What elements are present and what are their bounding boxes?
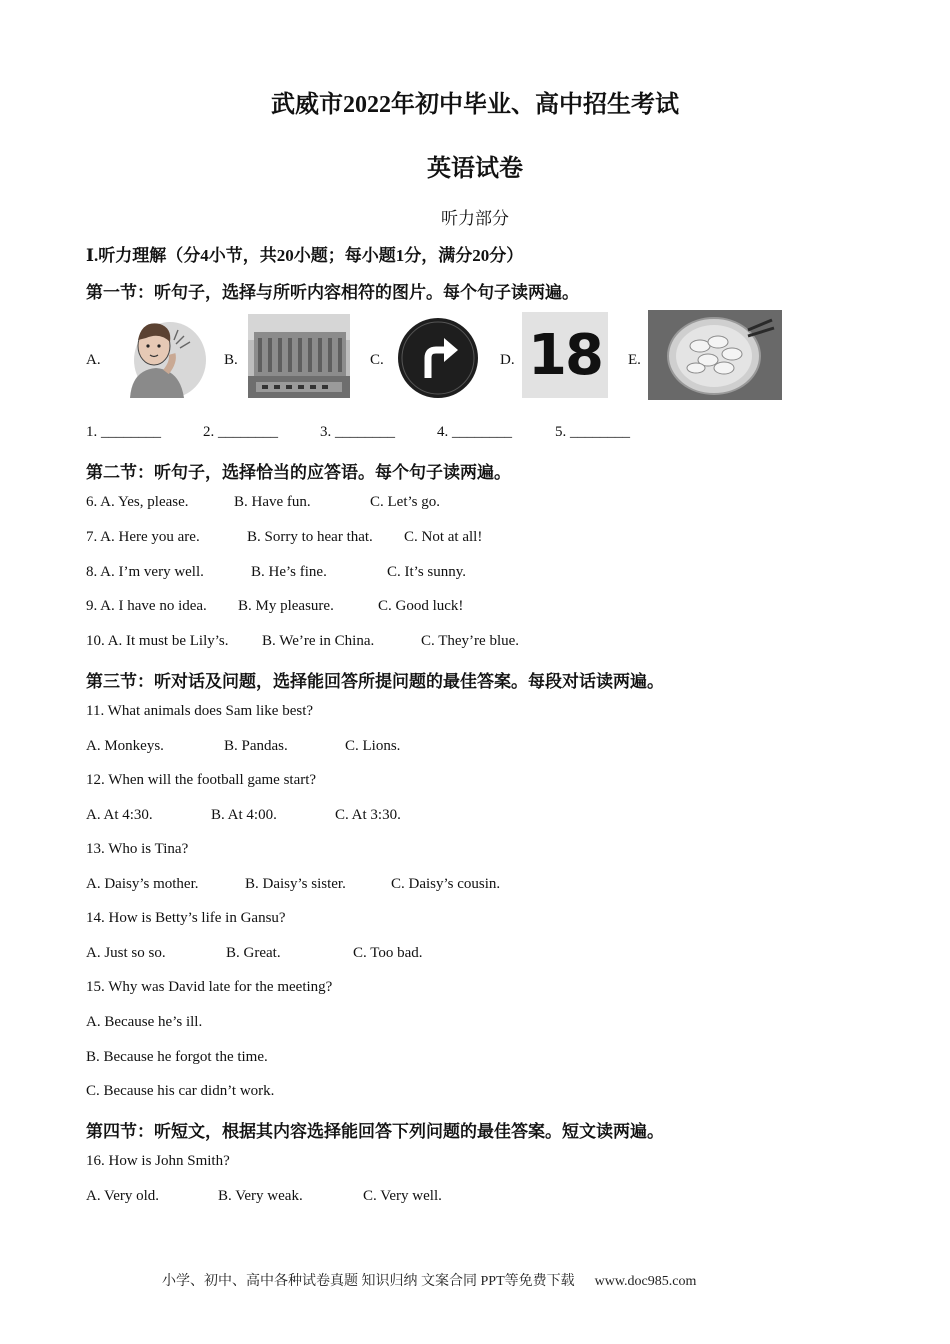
q14-option-b: B. Great. bbox=[226, 945, 281, 961]
q7-option-a: 7. A. Here you are. bbox=[86, 529, 200, 545]
q8-option-c: C. It’s sunny. bbox=[387, 564, 467, 580]
q14-option-a: A. Just so so. bbox=[86, 945, 166, 961]
turn-right-sign-picture bbox=[396, 316, 480, 400]
answer-blank-2[interactable]: 2. ________ bbox=[203, 424, 278, 440]
q6-option-a: 6. A. Yes, please. bbox=[86, 494, 189, 510]
q6-option-c: C. Let’s go. bbox=[370, 494, 440, 510]
picture-label-a: A. bbox=[86, 352, 101, 368]
q15-text: 15. Why was David late for the meeting? bbox=[86, 979, 333, 995]
q9-option-a: 9. A. I have no idea. bbox=[86, 598, 207, 614]
picture-label-e: E. bbox=[628, 352, 641, 368]
part-title: 听力部分 bbox=[441, 209, 509, 228]
number-18-text: 18 bbox=[528, 322, 602, 388]
answer-blank-1[interactable]: 1. ________ bbox=[86, 424, 161, 440]
q8-option-b: B. He’s fine. bbox=[251, 564, 327, 580]
q12-option-a: A. At 4:30. bbox=[86, 807, 153, 823]
q16-text: 16. How is John Smith? bbox=[86, 1153, 230, 1169]
footer-url-link[interactable]: www.doc985.com bbox=[594, 1274, 697, 1289]
q13-option-b: B. Daisy’s sister. bbox=[245, 876, 346, 892]
picture-label-d: D. bbox=[500, 352, 515, 368]
q11-option-c: C. Lions. bbox=[345, 738, 401, 754]
q7-option-b: B. Sorry to hear that. bbox=[247, 529, 373, 545]
q16-option-a: A. Very old. bbox=[86, 1188, 160, 1204]
exam-subtitle: 英语试卷 bbox=[427, 156, 523, 182]
q7-option-c: C. Not at all! bbox=[404, 529, 483, 545]
q12-option-c: C. At 3:30. bbox=[335, 807, 401, 823]
answer-blank-4[interactable]: 4. ________ bbox=[437, 424, 512, 440]
part1-heading: Ⅰ.听力理解（分4小节，共20小题；每小题1分，满分20分） bbox=[86, 246, 524, 265]
footer-text: 小学、初中、高中各种试卷真题 知识归纳 文案合同 PPT等免费下载 bbox=[162, 1274, 575, 1289]
answer-blank-5[interactable]: 5. ________ bbox=[555, 424, 630, 440]
dumplings-plate-picture bbox=[648, 310, 782, 400]
answer-blank-3[interactable]: 3. ________ bbox=[320, 424, 395, 440]
q6-option-b: B. Have fun. bbox=[234, 494, 311, 510]
q11-option-a: A. Monkeys. bbox=[86, 738, 164, 754]
q10-option-a: 10. A. It must be Lily’s. bbox=[86, 633, 229, 649]
q15-option-c: C. Because his car didn’t work. bbox=[86, 1083, 275, 1099]
q14-text: 14. How is Betty’s life in Gansu? bbox=[86, 910, 286, 926]
q16-option-c: C. Very well. bbox=[363, 1188, 442, 1204]
q9-option-c: C. Good luck! bbox=[378, 598, 464, 614]
section1-heading: 第一节：听句子，选择与所听内容相符的图片。每个句子读两遍。 bbox=[86, 283, 579, 302]
q8-option-a: 8. A. I’m very well. bbox=[86, 564, 204, 580]
q10-option-b: B. We’re in China. bbox=[262, 633, 375, 649]
q12-option-b: B. At 4:00. bbox=[211, 807, 277, 823]
exam-title: 武威市2022年初中毕业、高中招生考试 bbox=[271, 92, 679, 118]
section3-heading: 第三节：听对话及问题，选择能回答所提问题的最佳答案。每段对话读两遍。 bbox=[86, 672, 664, 691]
page-footer bbox=[162, 1270, 696, 1290]
library-building-picture bbox=[248, 314, 350, 398]
boy-figure-picture bbox=[108, 312, 208, 398]
q16-option-b: B. Very weak. bbox=[218, 1188, 303, 1204]
q9-option-b: B. My pleasure. bbox=[238, 598, 334, 614]
section2-heading: 第二节：听句子，选择恰当的应答语。每个句子读两遍。 bbox=[86, 463, 511, 482]
q12-text: 12. When will the football game start? bbox=[86, 772, 317, 788]
picture-label-b: B. bbox=[224, 352, 238, 368]
q15-option-b: B. Because he forgot the time. bbox=[86, 1049, 268, 1065]
section4-heading: 第四节：听短文，根据其内容选择能回答下列问题的最佳答案。短文读两遍。 bbox=[86, 1122, 664, 1141]
q10-option-c: C. They’re blue. bbox=[421, 633, 520, 649]
q13-text: 13. Who is Tina? bbox=[86, 841, 189, 857]
q13-option-c: C. Daisy’s cousin. bbox=[391, 876, 501, 892]
q13-option-a: A. Daisy’s mother. bbox=[86, 876, 199, 892]
q11-option-b: B. Pandas. bbox=[224, 738, 288, 754]
picture-label-c: C. bbox=[370, 352, 384, 368]
q11-text: 11. What animals does Sam like best? bbox=[86, 703, 314, 719]
number-18-picture bbox=[522, 312, 608, 398]
q15-option-a: A. Because he’s ill. bbox=[86, 1014, 203, 1030]
q14-option-c: C. Too bad. bbox=[353, 945, 423, 961]
